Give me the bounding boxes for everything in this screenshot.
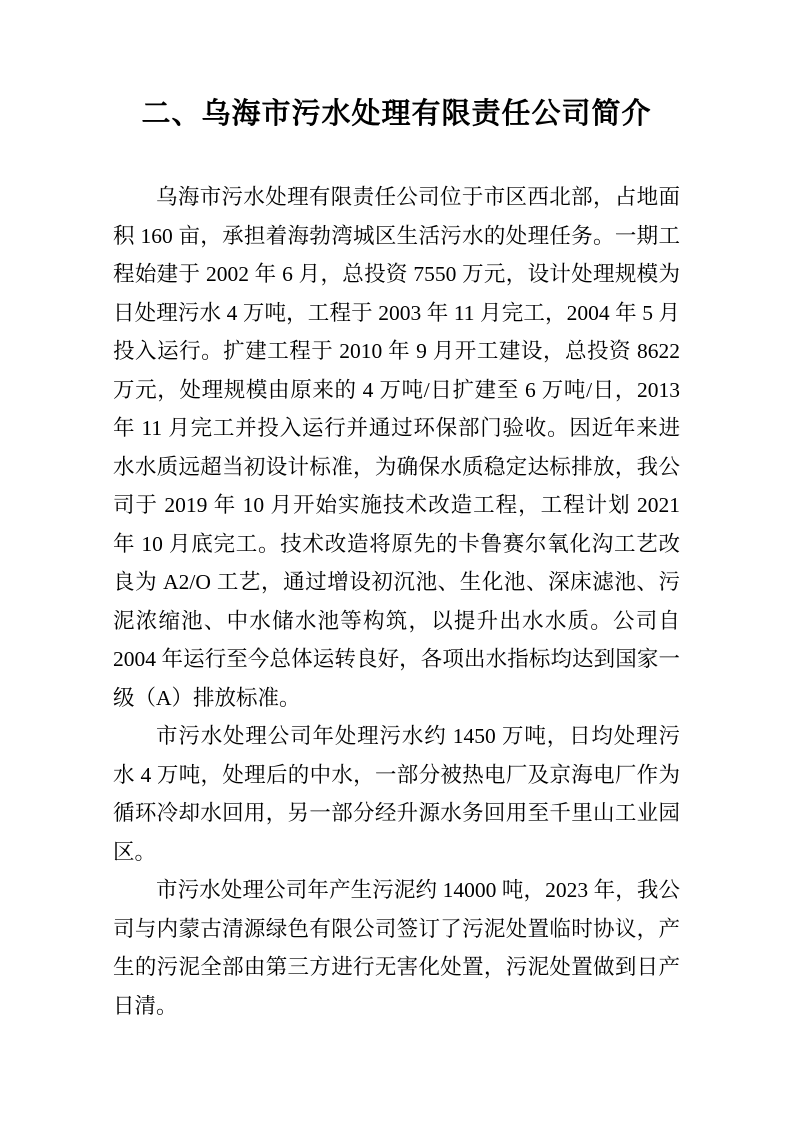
paragraph-water-treatment: 市污水处理公司年处理污水约 1450 万吨，日均处理污水 4 万吨，处理后的中水，一部分被热电厂及京海电厂作为循环冷却水回用，另一部分经升源水务回用至千里山工业园区。: [113, 724, 680, 864]
paragraph-company-intro: 乌海市污水处理有限责任公司位于市区西北部，占地面积 160 亩，承担着海勃湾城区生活污水的处理任务。一期工程始建于 2002 年 6 月，总投资 7550 万元，设计处理规模为日处理污水 4 万吨，工程于 2003 年 11 月完工，2004 年 5 月投入运行。扩建工程于 2010 年 9 月开工建设，总投资 8622 万元，处理规模由原来的 4 万吨/日扩建至 6 万吨/日，2013 年 11 月完工并投入运行并通过环保部门验收。因近年来进水水质远超当初设计标准，为确保水质稳定达标排放，我公司于 2019 年 10 月开始实施技术改造工程，工程计划 2021 年 10 月底完工。技术改造将原先的卡鲁赛尔氧化沟工艺改良为 A2/O 工艺，通过增设初沉池、生化池、深床滤池、污泥浓缩池、中水储水池等构筑，以提升出水水质。公司自 2004 年运行至今总体运转良好，各项出水指标均达到国家一级（A）排放标准。: [113, 185, 680, 710]
document-body: [113, 178, 680, 1025]
paragraph-sludge-disposal: 市污水处理公司年产生污泥约 14000 吨，2023 年，我公司与内蒙古清源绿色有限公司签订了污泥处置临时协议，产生的污泥全部由第三方进行无害化处置，污泥处置做到日产日清。: [113, 878, 680, 1018]
document-title: 二、乌海市污水处理有限责任公司简介: [141, 98, 652, 130]
